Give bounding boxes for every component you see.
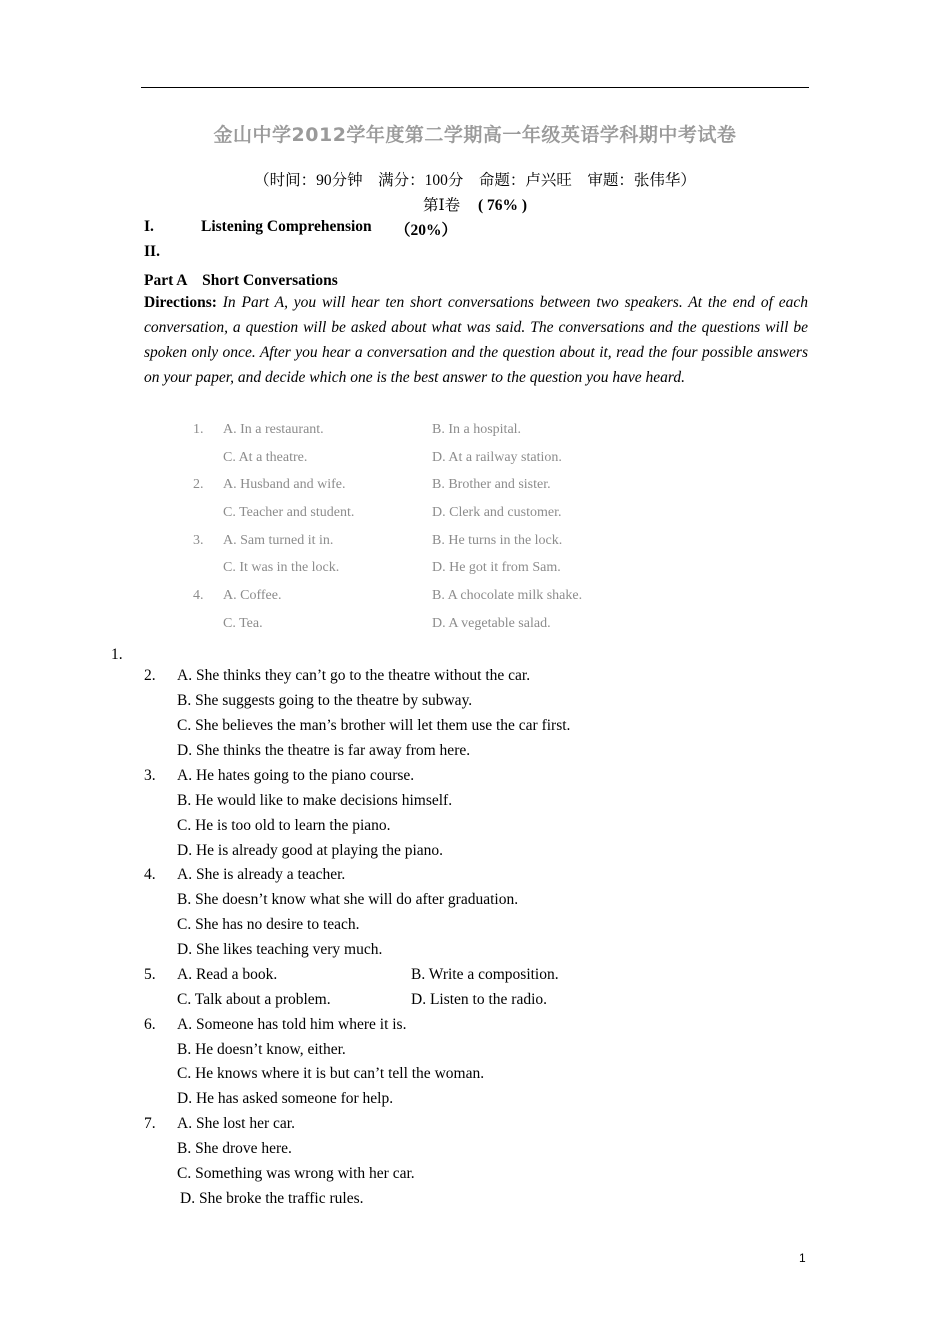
part-a-heading: Part A Short Conversations: [144, 272, 338, 289]
question-4-number: 4.: [144, 866, 156, 883]
question-3-number: 3.: [144, 767, 156, 784]
question-6-option-d: D. He has asked someone for help.: [177, 1090, 394, 1107]
gray-q4-option-b: B. A chocolate milk shake.: [432, 588, 583, 603]
volume-label: 第Ⅰ卷: [422, 197, 461, 214]
gray-q2-option-d: D. Clerk and customer.: [432, 505, 562, 520]
section-1-score: （20%）: [395, 222, 458, 239]
gray-q1-option-b: B. In a hospital.: [432, 422, 522, 437]
question-7-option-a: A. She lost her car.: [177, 1115, 295, 1132]
question-5-option-c: C. Talk about a problem.: [177, 991, 331, 1008]
question-7-option-d: D. She broke the traffic rules.: [180, 1190, 364, 1207]
question-1-number: 1.: [111, 646, 123, 663]
question-5-option-b: B. Write a composition.: [411, 966, 559, 983]
gray-q4-option-c: C. Tea.: [223, 616, 263, 631]
question-7-option-b: B. She drove here.: [177, 1140, 292, 1157]
volume-score: ( 76% ): [477, 197, 528, 214]
exam-title: 金山中学2012学年度第二学期高一年级英语学科期中考试卷: [213, 124, 737, 146]
exam-meta: （时间：90分钟 满分：100分 命题：卢兴旺 审题：张伟华）: [254, 172, 696, 189]
gray-q1-option-d: D. At a railway station.: [432, 450, 562, 465]
question-6-number: 6.: [144, 1016, 156, 1033]
gray-q3-option-a: A. Sam turned it in.: [223, 533, 334, 548]
volume-heading: [0, 193, 950, 215]
question-7-number: 7.: [144, 1115, 156, 1132]
question-5-option-d: D. Listen to the radio.: [411, 991, 548, 1008]
directions: [144, 290, 808, 390]
question-5-number: 5.: [144, 966, 156, 983]
gray-q1-option-c: C. At a theatre.: [223, 450, 308, 465]
question-3-option-c: C. He is too old to learn the piano.: [177, 817, 391, 834]
header-rule: [141, 87, 809, 88]
gray-q2-number: 2.: [193, 477, 204, 492]
question-6-option-b: B. He doesn’t know, either.: [177, 1041, 346, 1058]
question-6-option-a: A. Someone has told him where it is.: [177, 1016, 407, 1033]
question-2-option-b: B. She suggests going to the theatre by subway.: [177, 692, 473, 709]
gray-q4-option-a: A. Coffee.: [223, 588, 282, 603]
question-6-option-c: C. He knows where it is but can’t tell the woman.: [177, 1065, 485, 1082]
gray-q1-number: 1.: [193, 422, 204, 437]
question-5-option-a: A. Read a book.: [177, 966, 278, 983]
directions-label: Directions:: [144, 294, 217, 311]
gray-q2-option-a: A. Husband and wife.: [223, 477, 346, 492]
question-3-option-d: D. He is already good at playing the piano.: [177, 842, 444, 859]
section-1-title: Listening Comprehension: [201, 218, 372, 235]
question-4-option-c: C. She has no desire to teach.: [177, 916, 360, 933]
question-2-option-d: D. She thinks the theatre is far away from here.: [177, 742, 471, 759]
question-2-option-a: A. She thinks they can’t go to the theatre without the car.: [177, 667, 531, 684]
question-3-option-a: A. He hates going to the piano course.: [177, 767, 415, 784]
gray-q1-option-a: A. In a restaurant.: [223, 422, 324, 437]
section-1-number: I.: [144, 218, 154, 235]
question-2-option-c: C. She believes the man’s brother will let them use the car first.: [177, 717, 571, 734]
gray-q4-option-d: D. A vegetable salad.: [432, 616, 551, 631]
section-2-number: II.: [144, 243, 160, 260]
directions-text: In Part A, you will hear ten short conversations between two speakers. At the end of each conversation, a question will be asked about what was said. The conversations and the questions will be spoken only once. After you hear a conversation and the question about it, read the four possible answers on your paper, and decide which one is the best answer to the question you have heard.: [144, 294, 809, 386]
question-4-option-b: B. She doesn’t know what she will do after graduation.: [177, 891, 519, 908]
question-2-number: 2.: [144, 667, 156, 684]
question-3-option-b: B. He would like to make decisions himself.: [177, 792, 453, 809]
page-number: 1: [799, 1251, 806, 1265]
question-7-option-c: C. Something was wrong with her car.: [177, 1165, 415, 1182]
gray-q3-option-d: D. He got it from Sam.: [432, 560, 561, 575]
gray-q3-option-c: C. It was in the lock.: [223, 560, 340, 575]
gray-q3-option-b: B. He turns in the lock.: [432, 533, 563, 548]
question-4-option-d: D. She likes teaching very much.: [177, 941, 383, 958]
gray-q2-option-c: C. Teacher and student.: [223, 505, 355, 520]
gray-q3-number: 3.: [193, 533, 204, 548]
gray-q2-option-b: B. Brother and sister.: [432, 477, 551, 492]
gray-q4-number: 4.: [193, 588, 204, 603]
question-4-option-a: A. She is already a teacher.: [177, 866, 346, 883]
